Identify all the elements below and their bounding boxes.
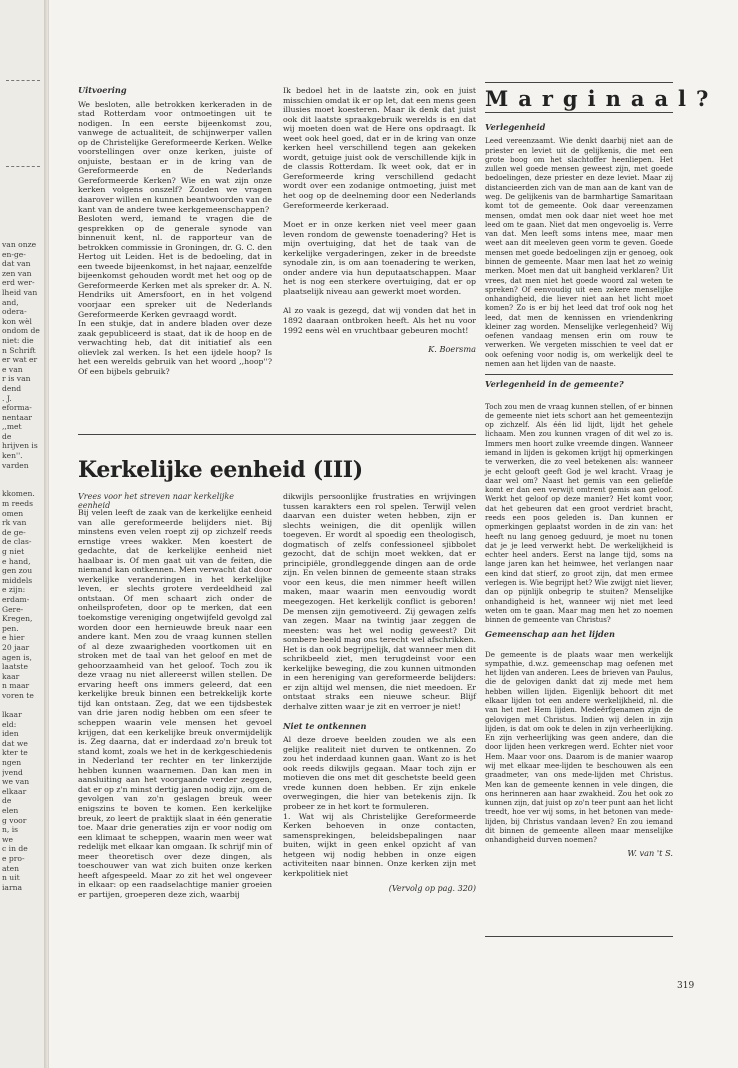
section-divider [78, 434, 476, 435]
author-signature: K. Boersma [428, 344, 476, 355]
gutter-text-line: e pro- [2, 854, 25, 863]
paragraph: Toch zou men de vraag kunnen stellen, of er binnen de gemeente niet iets schort aan het gemeentezijn op zichzelf. Als één lid lijdt, lijdt het gehele lichaam. Men zou kunnen vragen of dit wel zo is. Immers men hoort zulke vreemde dingen. Wanneer iemand in lijden is gekomen krijgt hij opmerkingen te verwerken, die zo veel betekenen als: wanneer je echt gelooft geeft God je wel kracht. Vraag je daar wel om? Naast het gemis van een geliefde komt er dan een verwijt omtrent gemis aan geloof. Werkt het geloof op deze manier? Het komt voor, dat het gebeuren dat een groot verdriet bracht, reeds een poos geleden is. Dan kunnen er opmerkingen geplaatst worden in de zin van: het heeft nu lang genoeg geduurd, je moet nu tonen dat je je leed verwerkt hebt. De werkelijkheid is echter heel anders. Eerst na lange tijd, soms na lange jaren kan het heimwee, het verlangen naar een kind dat stierf, zo groot zijn, dat men ermee verlegen is. Wie begrijpt het? Wie zwijgt niet liever, dan op pijnlijk onbegrip te stuiten? Menselijke onhandigheid is het, wanneer wij niet met leed weten om te gaan. Maar mag men het zo noemen binnen de gemeente van Christus? [485, 401, 673, 625]
gutter-text-line: c in de [2, 844, 28, 854]
gutter-text-line: odera- [2, 307, 27, 317]
gutter-text-line: er wat er [2, 355, 38, 365]
gutter-text-line: n maar [2, 681, 30, 691]
gutter-text-line: ondom de [2, 326, 40, 336]
paragraph: De gemeente is de plaats waar men werkelijk sympathie, d.w.z. gemeenschap mag oefenen met het lijden van anderen. Lees de brieven van Paulus, die de gelovigen dankt dat zij mede met hem hebben willen lijden. Eigenlijk behoort dit met elkaar lijden tot een andere werkelijkheid, nl. die van het met Hem lijden. Medeërfgenamen zijn de gelovigen met Christus. Indien wij delen in zijn lijden, is dat om ook te delen in zijn verheerlijking. En zijn verheerlijking was geen andere, dan die door lijden heen verkregen werd. Echter niet voor Hem. Maar voor ons. Daarom is de manier waarop wij met elkaar mee-lijden te beschouwen als een graadmeter, van ons mede-lijden met Christus. Men kan de gemeente kennen in vele dingen, die ons herinneren aan haar zwakheid. Zou het ook zo kunnen zijn, dat juist op zo'n teer punt aan het licht treedt, hoe ver wij soms, in het betonen van mede-lijden, bij Christus vandaan leven? En zou iemand dit binnen de gemeente alleen maar menselijke onhandigheid durven noemen? [485, 649, 673, 845]
paragraph: We besloten, alle betrokken kerkeraden in de stad Rotterdam voor ontmoetingen uit te nodigen. In een eerste bijeenkomst zou, vanwege de actualiteit, de schijnwerper vallen op de Christelijke Gereformeerde Kerken. Welke voorstellingen over onze kerken, juiste of onjuiste, bestaan er in de kring van de Gereformeerde en de Nederlands Gereformeerde Kerken? Wie en wat zijn onze kerken volgens onszelf? Zouden we vragen daarover willen en kunnen beantwoorden van de kant van de andere twee kerkgemeenschappen? [78, 99, 272, 214]
bottom-rule [485, 936, 673, 937]
gutter-text-line: e hier [2, 633, 25, 643]
paragraph: Besloten werd, iemand te vragen die de gesprekken op de generale synode van binnenuit kent, nl. de rapporteur van de betrokken commissie in Groningen, dr. G. C. den Hertog uit Leiden. Het is de bedoeling, dat in een tweede bijeenkomst, in het najaar, eenzelfde bijeenkomst gehouden wordt met het oog op de Gereformeerde Kerken met als spreker dr. A. N. Hendriks uit Amersfoort, en in het volgend voorjaar een spreker uit de Nederlands Gereformeerde Kerken gevraagd wordt. [78, 214, 272, 319]
gutter-text-line: we van [2, 777, 30, 787]
marginaal-title-rule [485, 112, 673, 113]
gutter-text-line: de [2, 431, 12, 441]
column-title: Marginaal? [485, 86, 719, 111]
gutter-text-line: iarna [2, 882, 23, 892]
gutter-text-line: aten [2, 863, 19, 873]
gutter-text-line: dat we [2, 738, 28, 748]
gutter-text-line: and, [2, 297, 19, 307]
paragraph: Ik bedoel het in de laatste zin, ook en juist misschien omdat ik er op let, dat een mens geen illusies moet koesteren. Maar ik denk dat juist ook dit laatste spraakgebruik werelds is en dat wij moeten doen wat de Here ons opdraagt. Ik weet ook heel goed, dat er in de kring van onze kerken heel verschillend tegen aan gekeken wordt, getuige juist ook de verschillende kijk in de classis Rotterdam. Ik weet ook, dat er in Gereformeerde kring verschillend gedacht wordt over een zodanige ontmoeting, juist met het oog op de deelneming door een Nederlands Gereformeerde kerkeraad. [283, 86, 476, 210]
marginaal-top-rule [485, 82, 673, 83]
gutter-text-line: en-ge- [2, 249, 26, 259]
gutter-text-line: rk van [2, 518, 27, 528]
gutter-text-line: voren te [2, 690, 34, 700]
gutter-text-line: middels [2, 575, 33, 585]
gutter-text-line: iden [2, 729, 19, 739]
gutter-text-line: kaar [2, 671, 20, 681]
gutter-text-line: jvend [2, 767, 23, 777]
paragraph: dikwijls persoonlijke frustraties en wrijvingen tussen karakters een rol spelen. Terwijl velen daarvan een duister weten hebben, zijn er slechts weinigen, die dit openlijk willen toegeven. Er wordt al spoedig een theologisch, dogmatisch of zelfs confessioneel sjibbolet gezocht, dat de schijn moet wekken, dat er principiële, grondleggende dingen aan de orde zijn. En velen binnen de gemeente staan straks voor een keus, die men nimmer heeft willen maken, maar waarin men eenvoudig wordt meegezogen. Het kerkelijk conflict is geboren! De mensen zijn gemotiveerd. Zij gewagen zelfs van zegen. Maar na twintig jaar zeggen de meesten: was het wel nodig geweest? Dit sombere beeld mag ons terecht wel afschrikken. Het is dan ook begrijpelijk, dat wanneer men dit schrikbeeld ziet, men terugdeinst voor een kerkelijke beweging, die zou kunnen uitmonden in een hereniging van gereformeerde belijders: er zijn altijd wel mensen, die niet meedoen. Er ontstaat straks een nieuwe scheur. Blijf derhalve zitten waar je zit en verroer je niet! [283, 492, 476, 712]
gutter-text-line: we [2, 834, 13, 844]
gutter-text-line: van onze [2, 240, 37, 249]
author-signature: W. van 't S. [627, 847, 673, 858]
gutter-text-line: kon wèl [2, 316, 32, 326]
gutter-text-line: eld: [2, 719, 17, 729]
gutter-text-line: e zijn: [2, 585, 26, 595]
paragraph: Al zo vaak is gezegd, dat wij vonden dat het in 1892 daaraan ontbroken heeft. Als het nu voor 1992 eens wèl en vruchtbaar gebeuren mocht! [283, 306, 476, 335]
gutter-text-line: . J. [2, 393, 12, 403]
previous-page-edge [0, 0, 49, 1068]
dashed-rule [6, 80, 40, 81]
gutter-text-line [2, 701, 46, 711]
gutter-text-line: pen. [2, 623, 19, 633]
gutter-text-line: ken''. [2, 451, 23, 461]
paragraph: Bij velen leeft de zaak van de kerkelijke eenheid van alle gereformeerde belijders niet. Bij minstens even velen roept zij op zichzelf reeds ernstige vrees wakker. Men koestert de gedachte, dat de kerkelijke eenheid niet haalbaar is. Of men gaat uit van de feiten, die niemand kan ontkennen. Men verwacht dat door werkelijke veranderingen in het kerkelijke leven, er slechts grotere verdeeldheid zal ontstaan. Of men schaart zich onder de onheilsprofeten, door op te merken, dat een toekomstige vereniging ongetwijfeld gevolgd zal worden door een hernieuwde breuk naar een andere kant. Men zou de vraag kunnen stellen of al deze zwaarigheden voortkomen uit en stroken met de taal van het geloof en met de gehoorzaamheid van het geloof. Toch zou ik deze vraag nu niet allereerst willen stellen. De ervaring heeft ons immers geleerd, dat een kerkelijke breuk binnen een betrekkelijk korte tijd kan ontstaan. Zeg, dat we een tijdsbestek van drie jaren nodig hebben om een sfeer te scheppen waarin vele mensen het gevoel krijgen, dat een kerkelijke breuk onvermijdelijk is. Zeg daarna, dat er inderdaad zo'n breuk tot stand komt, zoals we het in de kerkgeschiedenis in Nederland ter rechter en ter linkerzijde hebben kunnen waarnemen. Dan kan men in aansluiting aan het voorgaande verder zeggen, dat er op z'n minst dertig jaren nodig zijn, om de gevolgen van zo'n geslagen breuk weer enigszins te boven te komen. Een kerkelijke breuk, zo leert de praktijk slaat in één generatie toe. Maar drie generaties zijn er voor nodig om een klimaat te scheppen, waarin men weer wat redelijk met elkaar kan omgaan. Ik schrijf min of meer theoretisch over deze dingen, als toeschouwer van wat zich buiten onze kerken heeft afgespeeld. Maar zo zit het wel ongeveer in elkaar: op een raadselachtige manier groeien er partijen, groeperen deze zich, waarbij [78, 508, 272, 899]
gutter-text-line: ngen [2, 758, 22, 768]
gutter-text-line: agen is, [2, 652, 32, 662]
gutter-text-line: dat van [2, 259, 31, 269]
gutter-text-line: lheid van [2, 287, 38, 297]
gutter-text-line: varden [2, 460, 29, 470]
previous-page-text-fragments [2, 240, 46, 892]
gutter-text-line: kkomen. [2, 489, 35, 499]
gutter-text-line: n, is [2, 825, 19, 835]
gutter-text-line: hrijven is [2, 441, 38, 451]
gutter-text-line: e hand, [2, 556, 31, 566]
gutter-text-line: laatste [2, 662, 28, 672]
gutter-text-line: erd wer- [2, 278, 35, 288]
gutter-text-line: omen [2, 508, 24, 518]
kerkelijke-column-2 [283, 492, 476, 894]
gutter-text-line: nentaar [2, 412, 33, 422]
article-dek: Vrees voor het streven naar kerkelijke eenheid [78, 492, 234, 510]
subheading: Niet te ontkennen [283, 720, 367, 731]
kerkelijke-column-1 [78, 508, 272, 899]
gutter-text-line: n uit [2, 873, 20, 883]
gutter-text-line: zen van [2, 268, 32, 278]
subheading: Gemeenschap aan het lijden [485, 629, 615, 640]
paragraph: 1. Wat wij als Christelijke Gereformeerde Kerken behoeven in onze contacten, samensprekingen, beleidsbepalingen naar buiten, wijkt in geen enkel opzicht af van hetgeen wij nodig hebben in onze eigen activiteiten naar binnen. Onze kerken zijn met kerkpolitiek niet [283, 811, 476, 878]
page-number: 319 [677, 981, 695, 991]
gutter-text-line: erdam- [2, 594, 30, 604]
paragraph: In een stukje, dat in andere bladen over deze zaak gepubliceerd is staat, dat ik de hoop en de verwachting heb, dat dit initiatief als een olievlek zal werken. Is het een ijdele hoop? Is het een werelds gebruik van het woord ,,hoop''? Of een bijbels gebruik? [78, 319, 272, 376]
gutter-text-line [2, 480, 46, 490]
gutter-text-line: Gere- [2, 604, 24, 614]
gutter-text-line: lkaar [2, 710, 22, 720]
section-divider [485, 374, 673, 375]
gutter-text-line: elkaar [2, 786, 27, 796]
binding-shadow [44, 0, 49, 1068]
paragraph: Moet er in onze kerken niet veel meer gaan leven rondom de gewenste toenadering? Het is mijn overtuiging, dat het de taak van de kerkelijke vergaderingen, zeker in de breedste synodale zin, is om aan toenadering te werken, onder andere via hun deputaatschappen. Maar het is nog een sterkere overtuiging, dat er op plaatselijk niveau aan gewerkt moet worden. [283, 220, 476, 296]
gutter-text-line: dend [2, 383, 22, 393]
gutter-text-line: de [2, 796, 12, 806]
marginaal-column [485, 123, 673, 858]
uitvoering-heading: Uitvoering [78, 85, 127, 95]
uitvoering-column-2 [283, 86, 476, 355]
subheading: Verlegenheid in de gemeente? [485, 379, 624, 390]
paragraph: Al deze droeve beelden zouden we als een gelijke realiteit niet durven te ontkennen. Zo zou het inderdaad kunnen gaan. Want zo is het ook reeds dikwijls gegaan. Maar toch zijn er motieven die ons met dit geschetste beeld geen vrede kunnen doen hebben. Er zijn enkele overwegingen, die hier van betekenis zijn. Ik probeer ze in het kort te formuleren. [283, 735, 476, 811]
gutter-text-line: n Schrift [2, 345, 36, 355]
gutter-text-line: de clas- [2, 537, 32, 547]
gutter-text-line: ,,met [2, 422, 22, 432]
gutter-text-line: Kregen, [2, 614, 33, 624]
gutter-text-line: m reeds [2, 499, 33, 509]
gutter-text-line: gen zou [2, 566, 33, 576]
gutter-text-line [2, 470, 46, 480]
paragraph: Leed vereenzaamt. Wie denkt daarbij niet aan de priester en leviet uit de gelijkenis, die met een grote boog om het slachtoffer heenliepen. Het zullen wel goede mensen geweest zijn, met goede bedoelingen, deze priester en deze leviet. Maar zij distancieerden zich van de man aan de kant van de weg. De gelijkenis van de barmhartige Samaritaan komt tot de gemeente. Ook daar vereenzamen mensen, omdat men ook daar niet weet hoe met leed om te gaan. Niet dat men ongevoelig is. Verre van dat. Men leeft soms intens mee, maar men weet aan dit meeleven geen vorm te geven. Goede mensen met goede bedoelingen zijn er genoeg, ook binnen de gemeente. Maar men laat het zo weinig merken. Moet men dat uit bangheid verklaren? Uit vrees, dat men niet het goede woord zal weten te spreken? Of eenvoudig uit een zekere menselijke onhandigheid, die liever niet aan het licht moet komen? Zo is er bij het leed dat trof ook nog het leed, dat men de kennissen en vriendenkring kleiner zag worden. Menselijke verlegenheid? Wij oefenen vandaag mensen erin om rouw te verwerken. We vergeten misschien te veel dat er ook oefening voor nodig is, om werkelijk deel te nemen aan het lijden van de naaste. [485, 136, 673, 369]
article-title: Kerkelijke eenheid (III) [78, 457, 363, 483]
uitvoering-column-1 [78, 86, 272, 376]
gutter-text-line: eforma- [2, 403, 32, 413]
continued-note: (Vervolg op pag. 320) [388, 884, 476, 894]
dashed-rule [6, 166, 40, 167]
gutter-text-line: e van [2, 364, 23, 374]
gutter-text-line: elen [2, 806, 19, 816]
gutter-text-line: g niet [2, 547, 25, 556]
gutter-text-line: g voor [2, 815, 27, 825]
gutter-text-line: niet: die [2, 335, 34, 345]
subheading: Verlegenheid [485, 122, 546, 132]
gutter-text-line: de ge- [2, 527, 26, 537]
gutter-text-line: kter te [2, 748, 28, 758]
gutter-text-line: 20 jaar [2, 642, 30, 652]
gutter-text-line: r is van [2, 374, 31, 384]
